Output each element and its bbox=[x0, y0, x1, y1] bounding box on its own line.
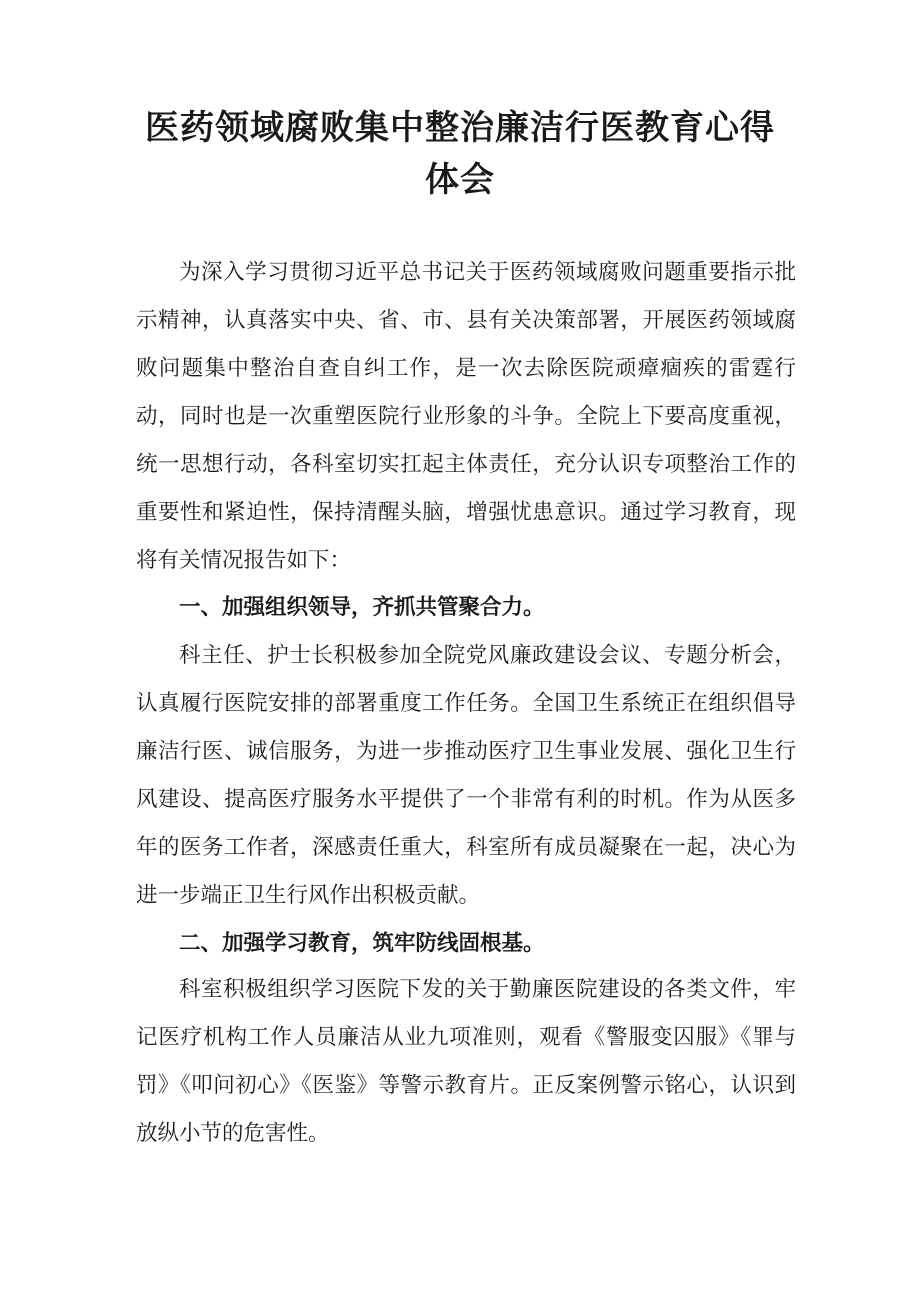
section-2-paragraph: 科室积极组织学习医院下发的关于勤廉医院建设的各类文件，牢记医疗机构工作人员廉洁从业九项准则，观看《警服变囚服》《罪与罚》《叩问初心》《医鉴》等警示教育片。正反案例警示铭心，认识到放纵小节的危害性。 bbox=[136, 977, 796, 1146]
intro-paragraph-block bbox=[136, 249, 796, 585]
document-title-line-2: 体会 bbox=[425, 160, 495, 200]
section-1-heading-block bbox=[136, 584, 796, 632]
document-title-line-1: 医药领域腐败集中整治廉洁行医教育心得 bbox=[145, 108, 775, 148]
section-1-paragraph-block bbox=[136, 632, 796, 920]
section-1-heading: 一、加强组织领导，齐抓共管聚合力。 bbox=[179, 595, 545, 620]
section-2-heading: 二、加强学习教育，筑牢防线固根基。 bbox=[179, 931, 545, 956]
section-2-paragraph-block bbox=[136, 966, 796, 1158]
intro-paragraph: 为深入学习贯彻习近平总书记关于医药领域腐败问题重要指示批示精神，认真落实中央、省、市、县有关决策部署，开展医药领域腐败问题集中整治自查自纠工作，是一次去除医院顽瘴痼疾的雷霆行动，同时也是一次重塑医院行业形象的斗争。全院上下要高度重视，统一思想行动，各科室切实扛起主体责任，充分认识专项整治工作的重要性和紧迫性，保持清醒头脑，增强忧患意识。通过学习教育，现将有关情况报告如下： bbox=[136, 260, 796, 573]
section-1-paragraph: 科主任、护士长积极参加全院党风廉政建设会议、专题分析会，认真履行医院安排的部署重度工作任务。全国卫生系统正在组织倡导廉洁行医、诚信服务，为进一步推动医疗卫生事业发展、强化卫生行风建设、提高医疗服务水平提供了一个非常有利的时机。作为从医多年的医务工作者，深感责任重大，科室所有成员凝聚在一起，决心为进一步端正卫生行风作出积极贡献。 bbox=[136, 643, 796, 908]
section-2-heading-block bbox=[136, 920, 796, 968]
